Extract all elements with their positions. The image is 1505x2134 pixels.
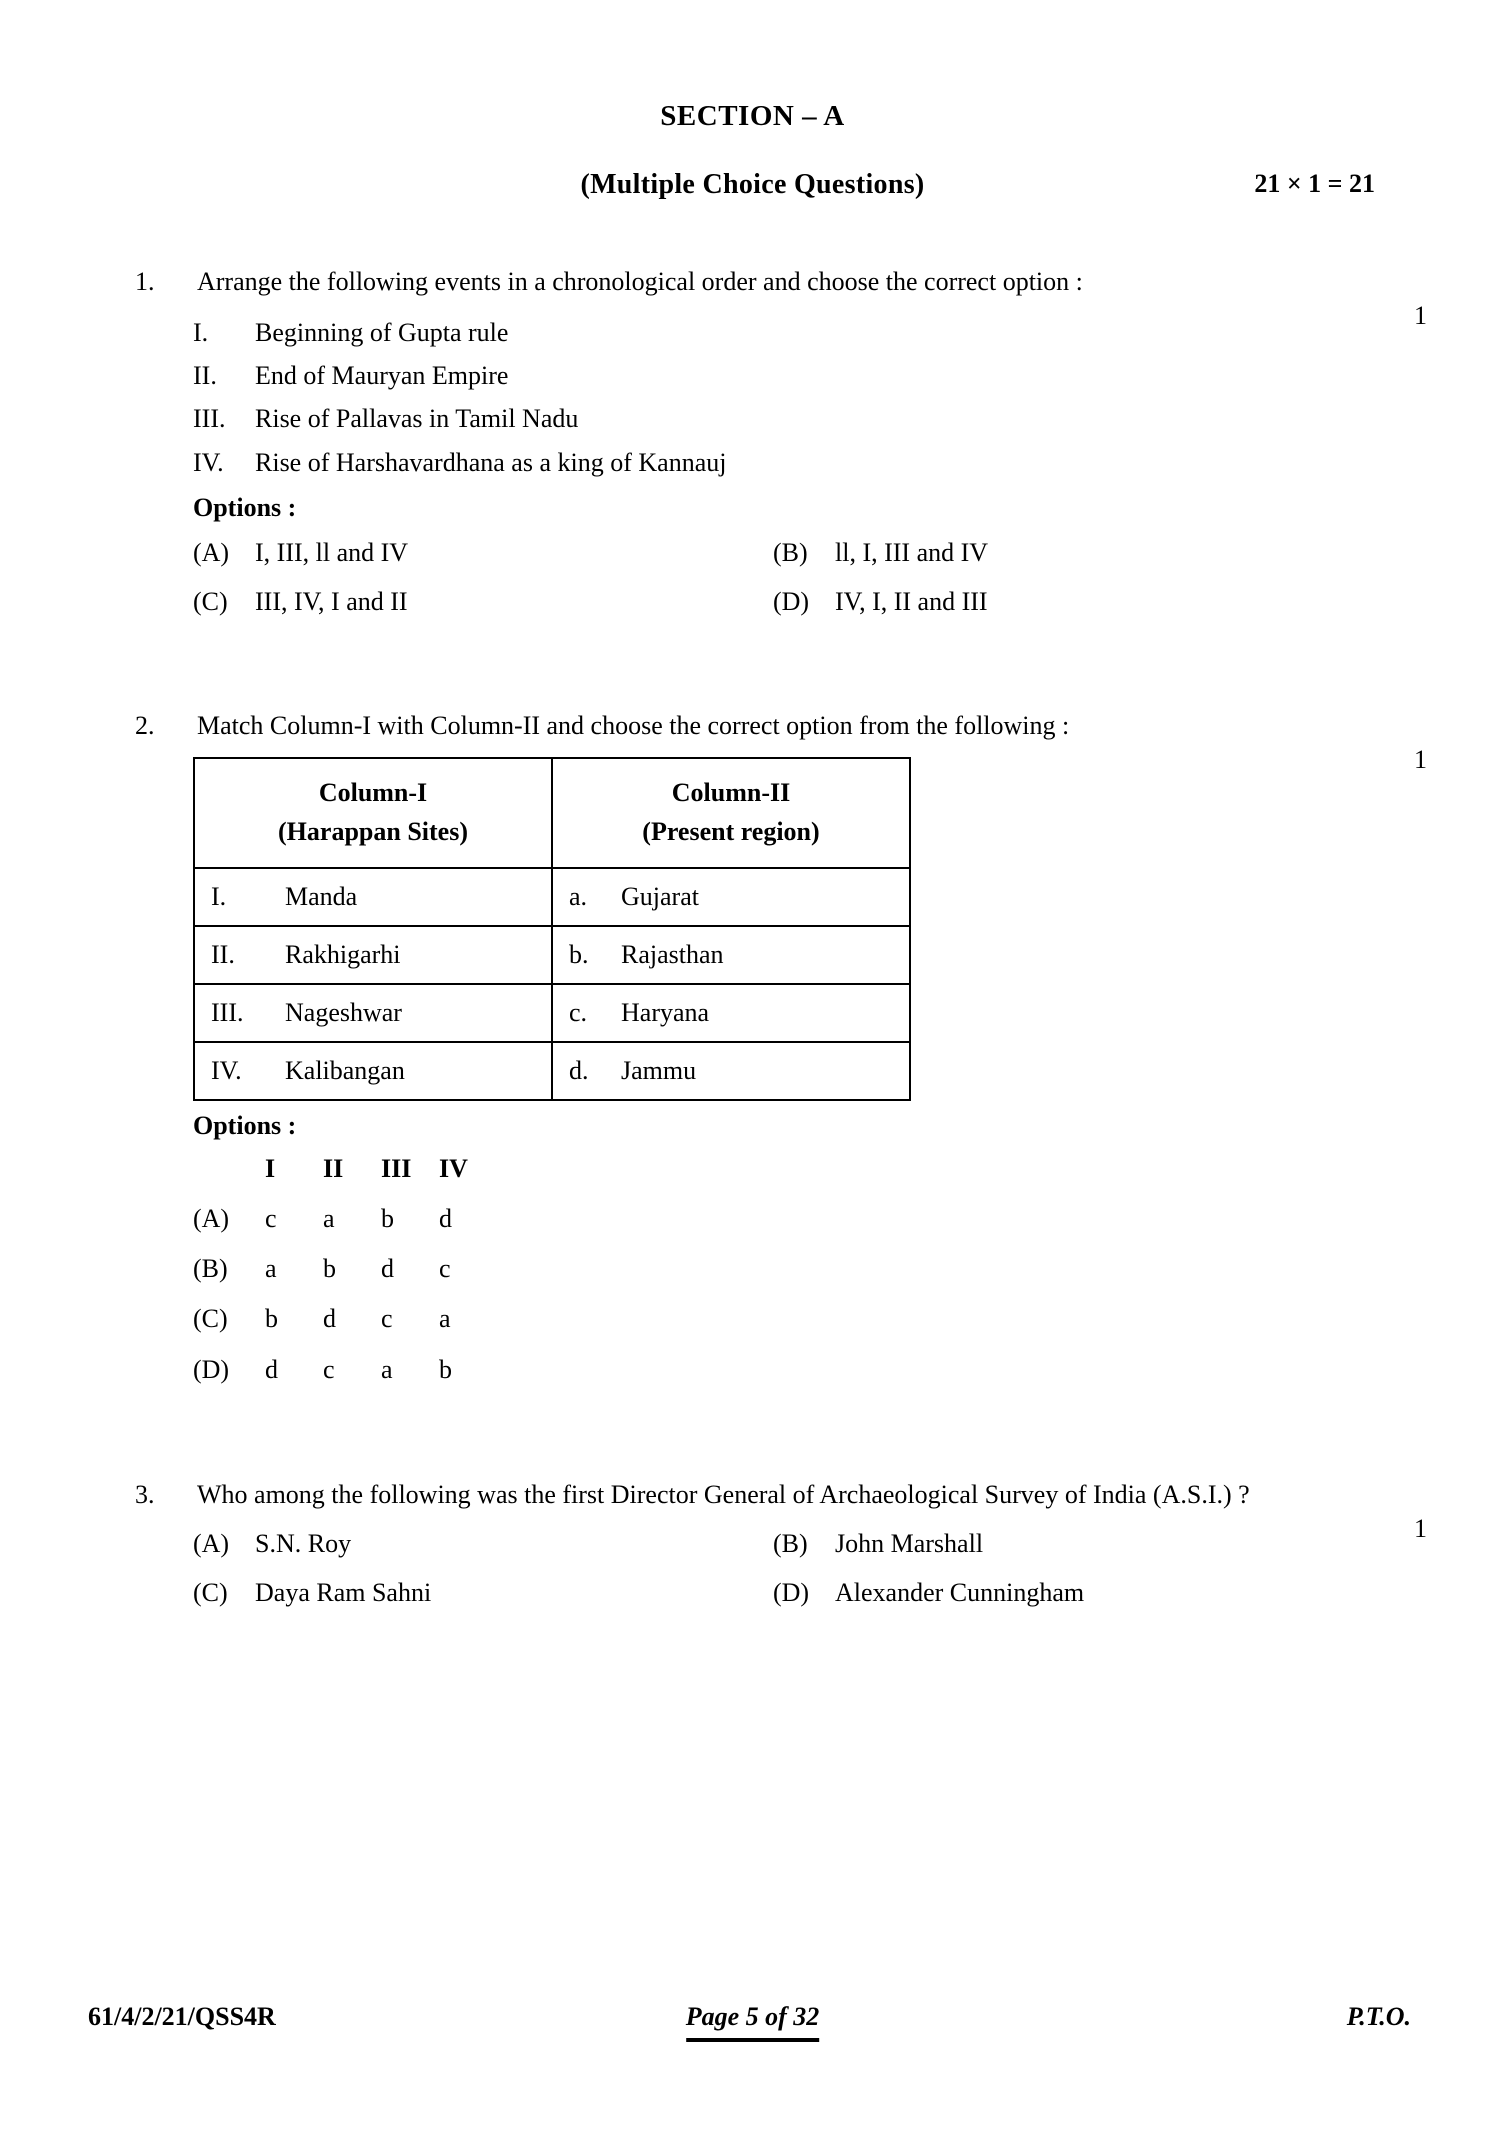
item-key: III. bbox=[193, 404, 226, 434]
option-a-text: S.N. Roy bbox=[255, 1528, 352, 1558]
question-3-marks: 1 bbox=[1414, 1514, 1427, 1544]
question-1 bbox=[135, 263, 1427, 621]
question-2-header-row bbox=[135, 707, 1427, 774]
option-b-key: (B) bbox=[773, 1528, 808, 1558]
table-cell-right bbox=[552, 1042, 910, 1100]
option-a[interactable] bbox=[193, 1524, 773, 1563]
match-option-b-c1: a bbox=[265, 1254, 277, 1284]
page-number: Page 5 of 32 bbox=[686, 2002, 820, 2042]
row-key-right: b. bbox=[569, 939, 589, 969]
table-row bbox=[194, 868, 910, 926]
page-footer bbox=[0, 2002, 1505, 2048]
option-row bbox=[193, 582, 1375, 621]
row-key-right: c. bbox=[569, 997, 588, 1027]
option-a-key: (A) bbox=[193, 1528, 230, 1558]
option-a-text: I, III, ll and IV bbox=[255, 537, 409, 567]
section-heading: SECTION – A bbox=[660, 100, 845, 132]
section-subtitle: (Multiple Choice Questions) bbox=[580, 169, 925, 200]
list-item bbox=[193, 356, 1375, 396]
match-option-a-c1: c bbox=[265, 1203, 277, 1233]
item-key: I. bbox=[193, 317, 209, 347]
row-key-right: d. bbox=[569, 1055, 589, 1085]
row-key-left: I. bbox=[211, 881, 227, 911]
match-option-b-c4: c bbox=[439, 1254, 451, 1284]
table-cell-left bbox=[194, 984, 552, 1042]
question-1-text: Arrange the following events in a chronological order and choose the correct option : bbox=[197, 267, 1083, 296]
question-1-marks: 1 bbox=[1414, 301, 1427, 330]
column-i-header bbox=[194, 758, 552, 868]
match-header-col-4: IV bbox=[439, 1153, 468, 1183]
match-header-col-2: II bbox=[323, 1153, 344, 1183]
match-option-d-c3: a bbox=[381, 1354, 393, 1384]
option-b[interactable] bbox=[773, 1524, 1375, 1563]
match-option-d-c1: d bbox=[265, 1354, 278, 1384]
match-option-b[interactable] bbox=[193, 1249, 1375, 1289]
match-option-d[interactable] bbox=[193, 1350, 1375, 1390]
match-option-a[interactable] bbox=[193, 1199, 1375, 1239]
question-2-body bbox=[197, 707, 1427, 774]
match-header-key bbox=[193, 1149, 265, 1189]
table-row bbox=[194, 1042, 910, 1100]
match-option-c-c2: d bbox=[323, 1304, 336, 1334]
option-b-key: (B) bbox=[773, 537, 808, 567]
column-ii-title: Column-II bbox=[671, 777, 791, 807]
option-d[interactable] bbox=[773, 582, 1375, 621]
match-header-col-1: I bbox=[265, 1153, 276, 1183]
option-b-text: ll, I, III and IV bbox=[835, 537, 989, 567]
option-c-key: (C) bbox=[193, 1577, 228, 1607]
table-row bbox=[194, 926, 910, 984]
column-ii-header bbox=[552, 758, 910, 868]
option-row bbox=[193, 1573, 1375, 1612]
pto-label: P.T.O. bbox=[1346, 2002, 1411, 2031]
question-2-marks: 1 bbox=[1414, 744, 1427, 774]
option-row bbox=[193, 1524, 1375, 1563]
question-3-number: 3. bbox=[135, 1480, 155, 1510]
question-3-options bbox=[193, 1524, 1375, 1612]
row-value-left: Kalibangan bbox=[285, 1055, 405, 1085]
question-2-options-label: Options : bbox=[193, 1110, 297, 1140]
question-2-number: 2. bbox=[135, 710, 155, 740]
item-key: II. bbox=[193, 360, 217, 390]
question-1-number: 1. bbox=[135, 267, 155, 296]
question-3-text: Who among the following was the first Director General of Archaeological Survey of India (A.S.I.) ? bbox=[197, 1480, 1250, 1510]
column-ii-subtitle: (Present region) bbox=[642, 816, 820, 846]
option-a[interactable] bbox=[193, 533, 773, 572]
item-text: Rise of Harshavardhana as a king of Kannauj bbox=[255, 447, 727, 477]
column-i-subtitle: (Harappan Sites) bbox=[278, 816, 468, 846]
column-i-title: Column-I bbox=[318, 777, 428, 807]
item-text: Beginning of Gupta rule bbox=[255, 317, 509, 347]
question-2-text: Match Column-I with Column-II and choose the correct option from the following : bbox=[197, 710, 1070, 740]
option-b[interactable] bbox=[773, 533, 1375, 572]
row-key-left: III. bbox=[211, 997, 244, 1027]
match-option-a-key: (A) bbox=[193, 1203, 230, 1233]
row-value-right: Rajasthan bbox=[621, 939, 724, 969]
question-1-options-label: Options : bbox=[193, 492, 297, 522]
option-c-text: Daya Ram Sahni bbox=[255, 1577, 432, 1607]
exam-page bbox=[0, 100, 1505, 2134]
paper-code: 61/4/2/21/QSS4R bbox=[88, 2002, 276, 2031]
match-option-c[interactable] bbox=[193, 1299, 1375, 1339]
list-item bbox=[193, 313, 1375, 353]
marks-formula: 21 × 1 = 21 bbox=[1254, 169, 1375, 198]
table-header-row bbox=[194, 758, 910, 868]
row-value-left: Manda bbox=[285, 881, 358, 911]
match-option-d-c2: c bbox=[323, 1354, 335, 1384]
table-cell-left bbox=[194, 1042, 552, 1100]
option-d-key: (D) bbox=[773, 586, 810, 616]
option-c-text: III, IV, I and II bbox=[255, 586, 408, 616]
match-option-a-c4: d bbox=[439, 1203, 452, 1233]
match-option-c-key: (C) bbox=[193, 1304, 228, 1334]
match-option-a-c2: a bbox=[323, 1203, 335, 1233]
question-2-options bbox=[193, 1149, 1375, 1390]
option-d-text: Alexander Cunningham bbox=[835, 1577, 1085, 1607]
option-c[interactable] bbox=[193, 1573, 773, 1612]
row-value-left: Nageshwar bbox=[285, 997, 402, 1027]
item-key: IV. bbox=[193, 447, 224, 477]
match-header-col-3: III bbox=[381, 1153, 412, 1183]
question-2 bbox=[135, 707, 1427, 1390]
question-1-options bbox=[193, 533, 1375, 621]
row-value-right: Haryana bbox=[621, 997, 710, 1027]
question-1-header-row bbox=[135, 263, 1427, 330]
option-c[interactable] bbox=[193, 582, 773, 621]
match-option-b-key: (B) bbox=[193, 1254, 228, 1284]
match-columns-table bbox=[193, 757, 911, 1101]
table-cell-left bbox=[194, 926, 552, 984]
match-option-c-c4: a bbox=[439, 1304, 451, 1334]
item-text: End of Mauryan Empire bbox=[255, 360, 509, 390]
row-key-right: a. bbox=[569, 881, 588, 911]
table-cell-left bbox=[194, 868, 552, 926]
option-a-key: (A) bbox=[193, 537, 230, 567]
option-c-key: (C) bbox=[193, 586, 228, 616]
row-value-right: Gujarat bbox=[621, 881, 699, 911]
list-item bbox=[193, 443, 1375, 483]
row-key-left: IV. bbox=[211, 1055, 242, 1085]
option-d-text: IV, I, II and III bbox=[835, 586, 988, 616]
table-cell-right bbox=[552, 984, 910, 1042]
row-key-left: II. bbox=[211, 939, 235, 969]
match-option-d-key: (D) bbox=[193, 1354, 230, 1384]
question-1-item-list bbox=[193, 313, 1375, 483]
match-option-b-c3: d bbox=[381, 1254, 394, 1284]
list-item bbox=[193, 399, 1375, 439]
option-d-key: (D) bbox=[773, 1577, 810, 1607]
match-option-b-c2: b bbox=[323, 1254, 336, 1284]
option-b-text: John Marshall bbox=[835, 1528, 984, 1558]
table-row bbox=[194, 984, 910, 1042]
option-d[interactable] bbox=[773, 1573, 1375, 1612]
question-1-body bbox=[197, 263, 1427, 330]
subtitle-row bbox=[0, 169, 1505, 205]
match-option-c-c3: c bbox=[381, 1304, 393, 1334]
option-row bbox=[193, 533, 1375, 572]
question-3 bbox=[135, 1476, 1427, 1612]
row-value-right: Jammu bbox=[621, 1055, 697, 1085]
match-option-header-row bbox=[193, 1149, 1375, 1189]
match-option-d-c4: b bbox=[439, 1354, 452, 1384]
match-option-c-c1: b bbox=[265, 1304, 278, 1334]
match-option-a-c3: b bbox=[381, 1203, 394, 1233]
table-cell-right bbox=[552, 926, 910, 984]
table-cell-right bbox=[552, 868, 910, 926]
item-text: Rise of Pallavas in Tamil Nadu bbox=[255, 404, 579, 434]
row-value-left: Rakhigarhi bbox=[285, 939, 401, 969]
